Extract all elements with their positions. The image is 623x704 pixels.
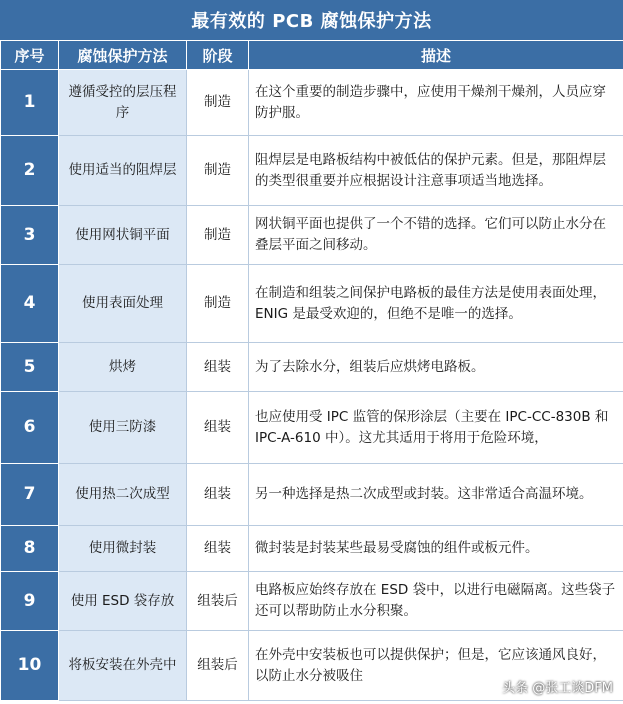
table-row: [1, 526, 623, 572]
row-index: 9: [1, 572, 59, 631]
table-row: [1, 70, 623, 136]
header-method: 腐蚀保护方法: [59, 41, 187, 70]
row-phase: 组装: [187, 392, 249, 464]
row-description: 在外壳中安装板也可以提供保护；但是，它应该通风良好，以防止水分被吸住: [249, 631, 623, 701]
row-description: 另一种选择是热二次成型或封装。这非常适合高温环境。: [249, 464, 623, 526]
row-method: 使用 ESD 袋存放: [59, 572, 187, 631]
row-index: 4: [1, 265, 59, 343]
corrosion-methods-table: [0, 40, 623, 701]
row-description: 微封装是封装某些最易受腐蚀的组件或板元件。: [249, 526, 623, 572]
table-row: [1, 392, 623, 464]
row-method: 使用热二次成型: [59, 464, 187, 526]
table-row: [1, 206, 623, 265]
header-description: 描述: [249, 41, 623, 70]
row-index: 5: [1, 343, 59, 392]
row-description: 为了去除水分，组装后应烘烤电路板。: [249, 343, 623, 392]
row-description: 网状铜平面也提供了一个不错的选择。它们可以防止水分在叠层平面之间移动。: [249, 206, 623, 265]
row-method: 使用表面处理: [59, 265, 187, 343]
row-description: 也应使用受 IPC 监管的保形涂层（主要在 IPC-CC-830B 和 IPC-A-610 中）。这尤其适用于将用于危险环境，: [249, 392, 623, 464]
row-method: 烘烤: [59, 343, 187, 392]
table-row: [1, 343, 623, 392]
row-phase: 制造: [187, 136, 249, 206]
row-description: 阻焊层是电路板结构中被低估的保护元素。但是，那阻焊层的类型很重要并应根据设计注意事项适当地选择。: [249, 136, 623, 206]
row-index: 3: [1, 206, 59, 265]
row-index: 6: [1, 392, 59, 464]
row-index: 2: [1, 136, 59, 206]
row-phase: 制造: [187, 206, 249, 265]
row-description: 在制造和组装之间保护电路板的最佳方法是使用表面处理，ENIG 是最受欢迎的，但绝不是唯一的选择。: [249, 265, 623, 343]
row-index: 1: [1, 70, 59, 136]
row-phase: 组装后: [187, 631, 249, 701]
header-phase: 阶段: [187, 41, 249, 70]
row-phase: 制造: [187, 265, 249, 343]
row-phase: 组装后: [187, 572, 249, 631]
table-title: 最有效的 PCB 腐蚀保护方法: [0, 0, 623, 40]
header-index: 序号: [1, 41, 59, 70]
table-row: [1, 572, 623, 631]
row-method: 使用微封装: [59, 526, 187, 572]
row-method: 使用三防漆: [59, 392, 187, 464]
table-row: [1, 265, 623, 343]
row-method: 使用网状铜平面: [59, 206, 187, 265]
row-index: 8: [1, 526, 59, 572]
row-phase: 组装: [187, 464, 249, 526]
row-description: 在这个重要的制造步骤中，应使用干燥剂干燥剂，人员应穿防护服。: [249, 70, 623, 136]
row-index: 10: [1, 631, 59, 701]
row-method: 将板安装在外壳中: [59, 631, 187, 701]
row-method: 遵循受控的层压程序: [59, 70, 187, 136]
row-method: 使用适当的阻焊层: [59, 136, 187, 206]
header-row: [1, 41, 623, 70]
row-phase: 制造: [187, 70, 249, 136]
watermark: 头条 @张工谈DFM: [502, 681, 613, 696]
row-phase: 组装: [187, 526, 249, 572]
table-row: [1, 136, 623, 206]
table-row: [1, 464, 623, 526]
row-description: 电路板应始终存放在 ESD 袋中，以进行电磁隔离。这些袋子还可以帮助防止水分积聚。: [249, 572, 623, 631]
row-phase: 组装: [187, 343, 249, 392]
row-index: 7: [1, 464, 59, 526]
